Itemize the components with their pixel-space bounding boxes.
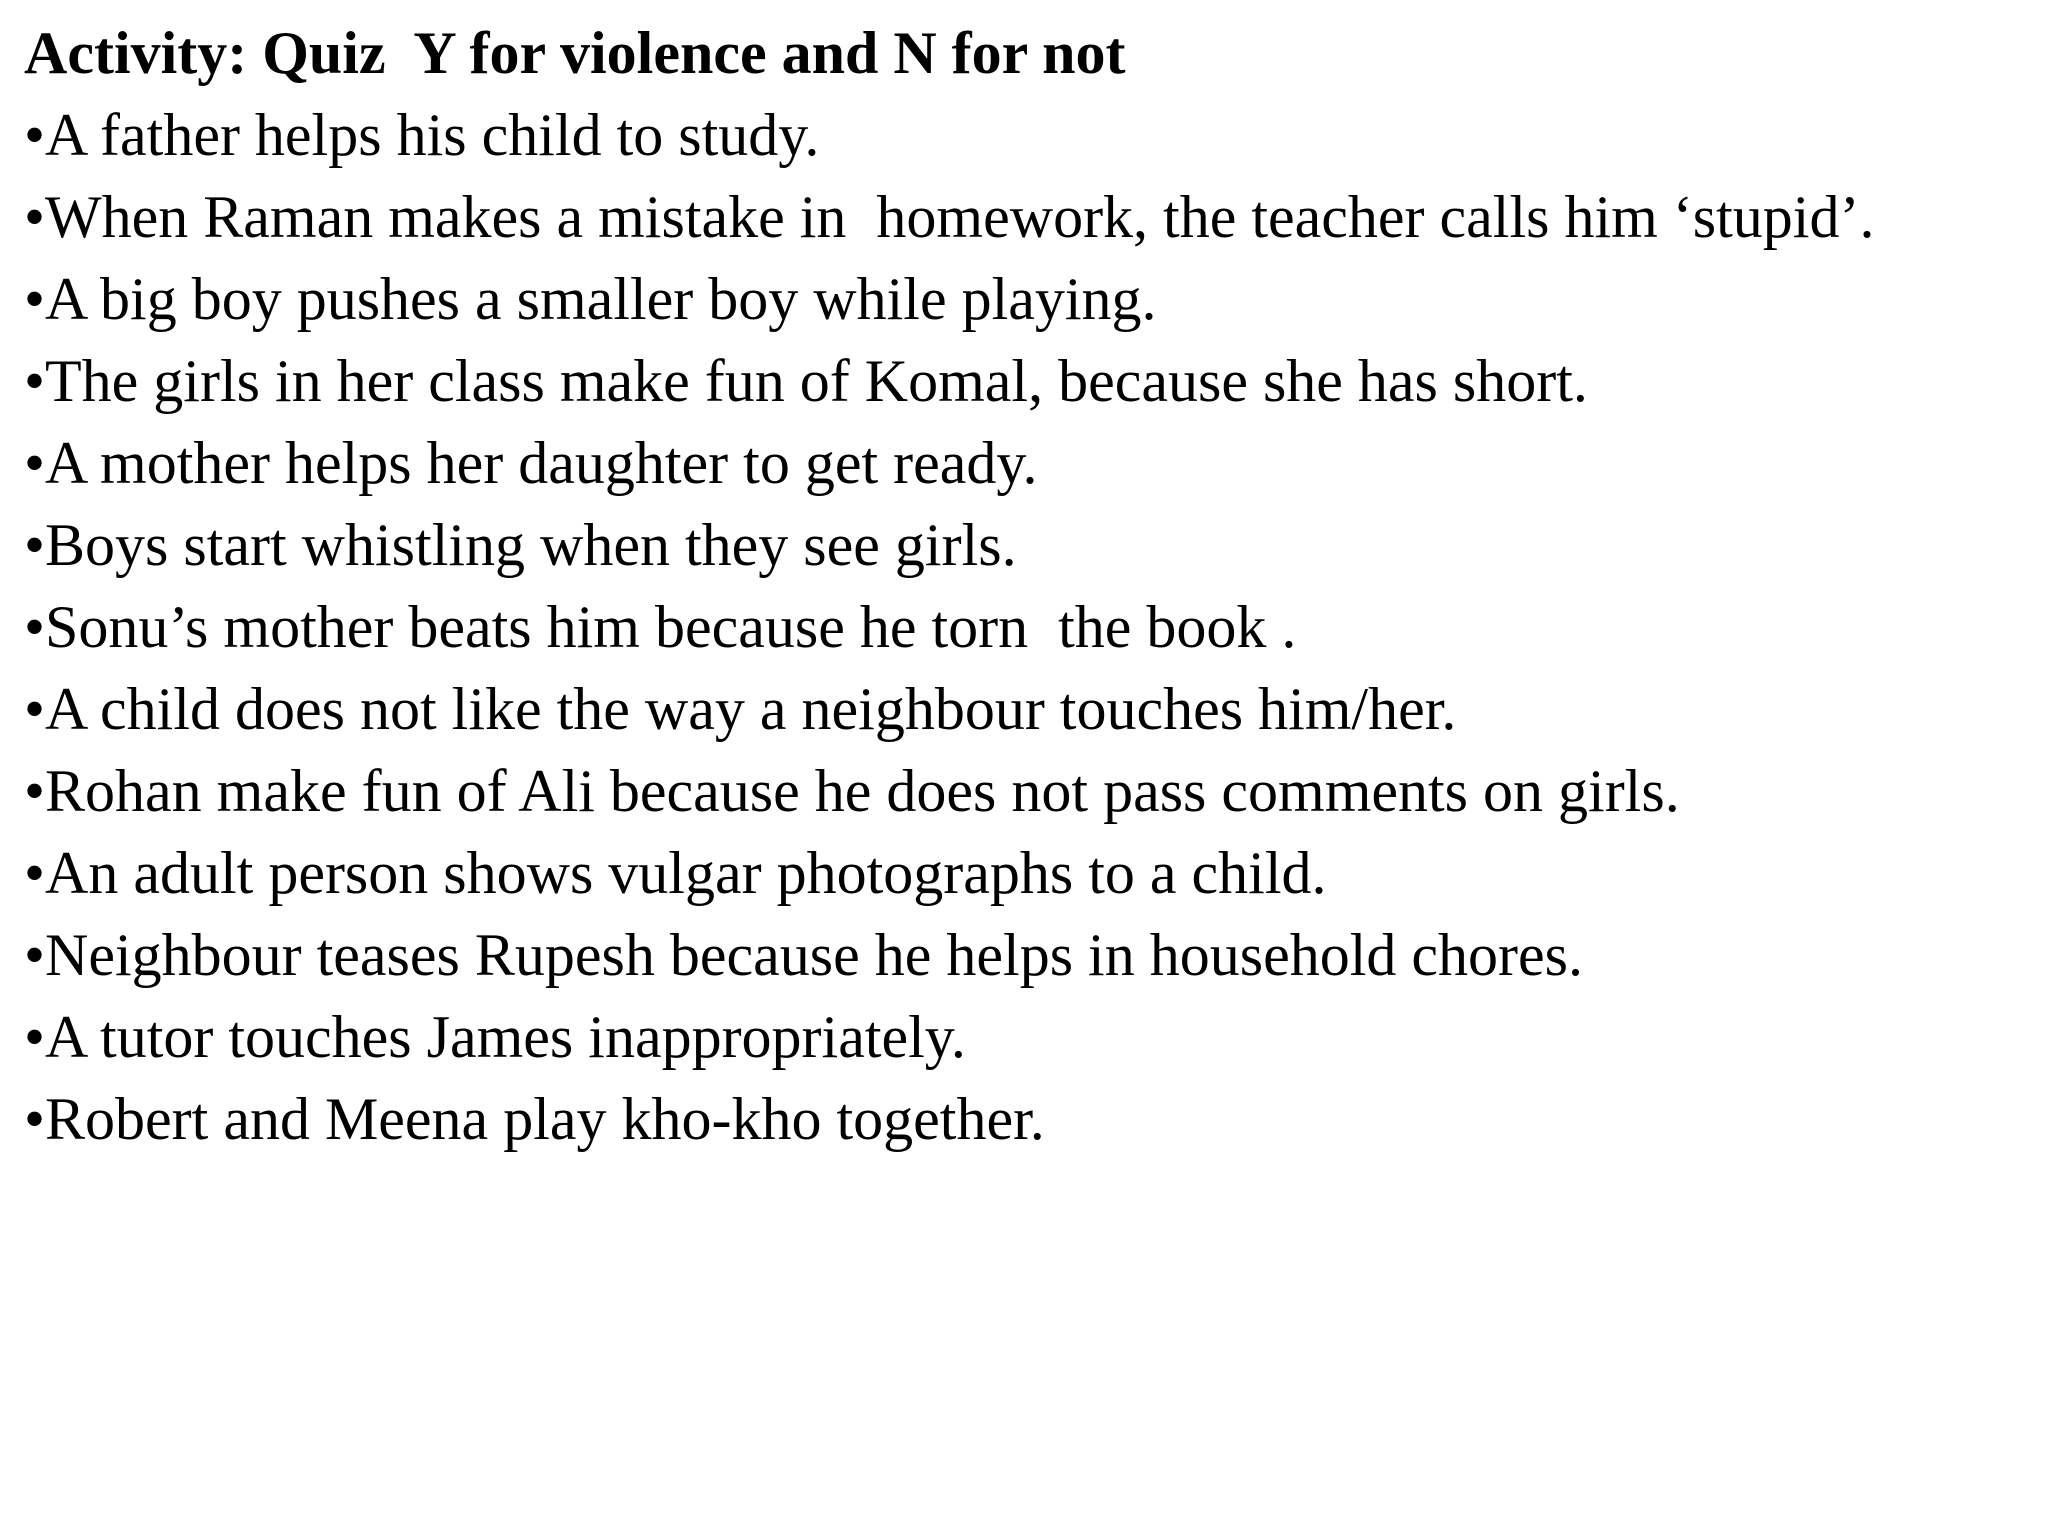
quiz-item-text: A mother helps her daughter to get ready.	[45, 430, 1038, 496]
quiz-item	[24, 176, 1954, 258]
quiz-item	[24, 504, 1954, 586]
bullet-icon: •	[24, 266, 46, 332]
quiz-item-text: Robert and Meena play kho-kho together.	[45, 1086, 1045, 1152]
bullet-icon: •	[24, 184, 46, 250]
bullet-icon: •	[24, 102, 46, 168]
bullet-icon: •	[24, 676, 46, 742]
quiz-item-text: When Raman makes a mistake in homework, the teacher calls him ‘stupid’.	[45, 184, 1875, 250]
quiz-item	[24, 832, 1954, 914]
quiz-item-text: Rohan make fun of Ali because he does not pass comments on girls.	[45, 758, 1680, 824]
quiz-item-text: A big boy pushes a smaller boy while playing.	[45, 266, 1157, 332]
slide-title: Activity: Quiz Y for violence and N for not	[24, 20, 1126, 86]
quiz-item-text: A tutor touches James inappropriately.	[45, 1004, 966, 1070]
quiz-items-list	[24, 94, 2024, 1160]
quiz-item	[24, 668, 1954, 750]
quiz-item-text: Boys start whistling when they see girls.	[45, 512, 1017, 578]
quiz-item	[24, 258, 1954, 340]
quiz-item-text: Neighbour teases Rupesh because he helps in household chores.	[45, 922, 1583, 988]
bullet-icon: •	[24, 512, 46, 578]
quiz-item	[24, 340, 1954, 422]
bullet-icon: •	[24, 348, 46, 414]
quiz-item	[24, 914, 1954, 996]
quiz-item-text: An adult person shows vulgar photographs to a child.	[45, 840, 1327, 906]
quiz-item-text: A child does not like the way a neighbour touches him/her.	[45, 676, 1457, 742]
bullet-icon: •	[24, 594, 46, 660]
quiz-item	[24, 422, 1954, 504]
quiz-item	[24, 750, 1954, 832]
bullet-icon: •	[24, 1086, 46, 1152]
bullet-icon: •	[24, 840, 46, 906]
quiz-item-text: The girls in her class make fun of Komal, because she has short.	[45, 348, 1588, 414]
quiz-item	[24, 586, 1954, 668]
bullet-icon: •	[24, 1004, 46, 1070]
quiz-item	[24, 1078, 1954, 1160]
slide-content	[24, 12, 2024, 1160]
quiz-item-text: A father helps his child to study.	[45, 102, 820, 168]
quiz-item	[24, 996, 1954, 1078]
quiz-item-text: Sonu’s mother beats him because he torn the book .	[45, 594, 1297, 660]
bullet-icon: •	[24, 922, 46, 988]
bullet-icon: •	[24, 430, 46, 496]
quiz-item	[24, 94, 1954, 176]
bullet-icon: •	[24, 758, 46, 824]
